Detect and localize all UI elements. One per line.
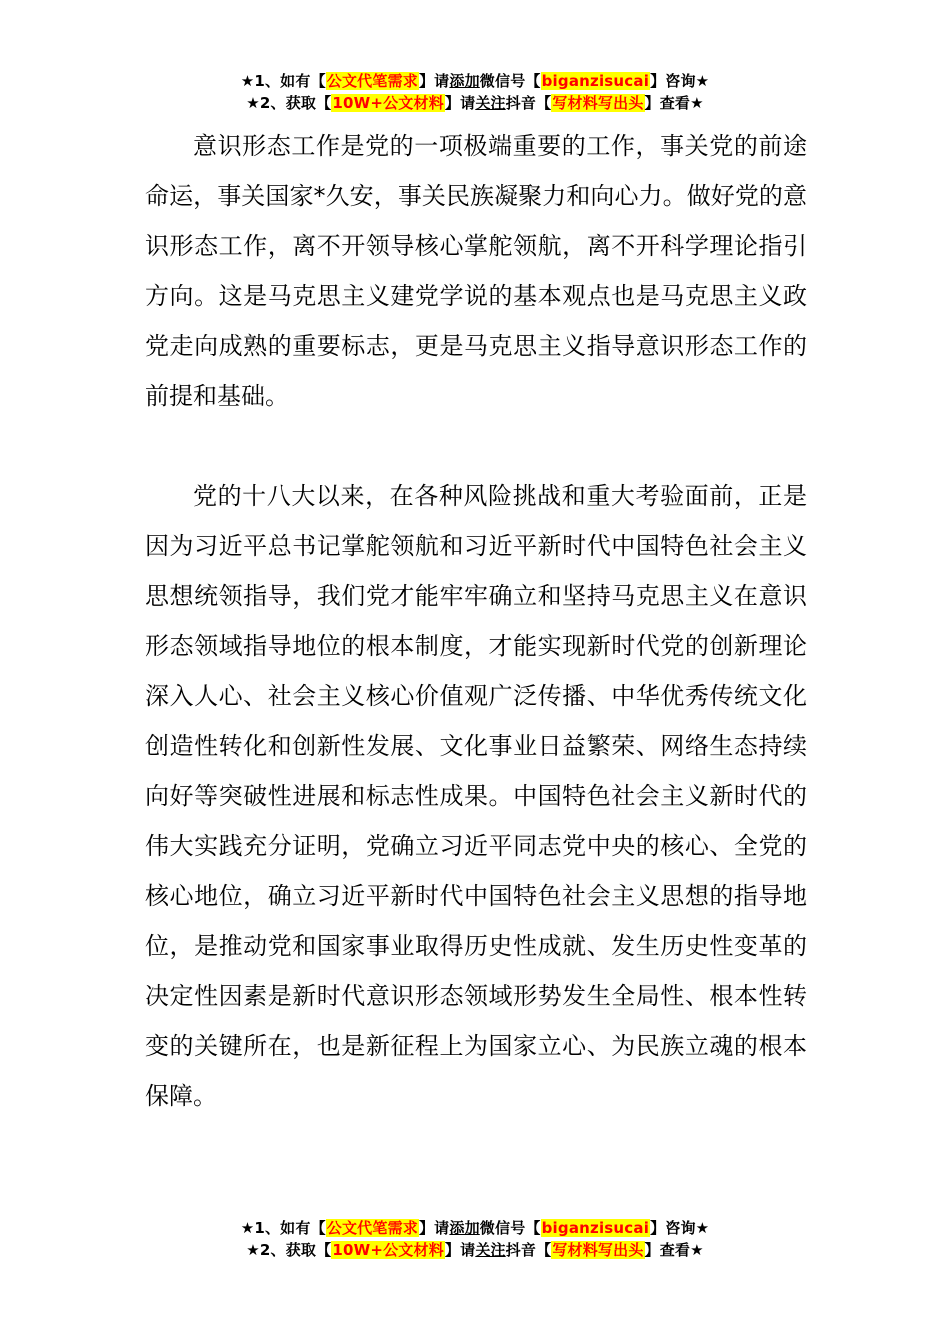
highlight-douyin-id: 写材料写出头 [552,94,644,112]
banner-line-2 [0,92,950,114]
banner-text: 】请 [418,72,450,90]
header-banner [0,70,950,114]
highlight-materials: 10W+公文材料 [332,1241,444,1259]
banner-text: ★1、如有【 [240,72,326,90]
body-paragraph-2: 党的十八大以来，在各种风险挑战和重大考验面前，正是因为习近平总书记掌舵领航和习近平新时代中国特色社会主义思想统领指导，我们党才能牢牢确立和坚持马克思主义在意识形态领域指导地位的根本制度，才能实现新时代党的创新理论深入人心、社会主义核心价值观广泛传播、中华优秀传统文化创造性转化和创新性发展、文化事业日益繁荣、网络生态持续向好等突破性进展和标志性成果。中国特色社会主义新时代的伟大实践充分证明，党确立习近平同志党中央的核心、全党的核心地位，确立习近平新时代中国特色社会主义思想的指导地位，是推动党和国家事业取得历史性成就、发生历史性变革的决定性因素是新时代意识形态领域形势发生全局性、根本性转变的关键所在，也是新征程上为国家立心、为民族立魂的根本保障。 [145,482,807,1110]
highlight-materials: 10W+公文材料 [332,94,444,112]
banner-text: 】查看★ [644,94,704,112]
banner-text: 抖音【 [505,1241,552,1259]
banner-line-1 [0,70,950,92]
highlight-douyin-id: 写材料写出头 [552,1241,644,1259]
banner-text: 】请 [444,1241,476,1259]
banner-text: 】咨询★ [650,72,710,90]
banner-text: 】请 [444,94,476,112]
banner-line-2 [0,1239,950,1261]
underlined-text: 添加 [449,72,480,90]
banner-text: ★1、如有【 [240,1219,326,1237]
underlined-text: 关注 [475,94,506,112]
footer-banner [0,1217,950,1261]
highlight-wechat-id: biganzisucai [541,72,650,90]
banner-text: 抖音【 [505,94,552,112]
body-paragraph-1: 意识形态工作是党的一项极端重要的工作，事关党的前途命运，事关国家*久安，事关民族凝聚力和向心力。做好党的意识形态工作，离不开领导核心掌舵领航，离不开科学理论指引方向。这是马克思主义建党学说的基本观点也是马克思主义政党走向成熟的重要标志，更是马克思主义指导意识形态工作的前提和基础。 [145,132,807,410]
banner-text: ★2、获取【 [246,94,332,112]
highlight-wechat-id: biganzisucai [541,1219,650,1237]
banner-text: ★2、获取【 [246,1241,332,1259]
highlight-service: 公文代笔需求 [326,1219,418,1237]
banner-text: 】咨询★ [650,1219,710,1237]
highlight-service: 公文代笔需求 [326,72,418,90]
underlined-text: 关注 [475,1241,506,1259]
banner-text: 微信号【 [479,1219,541,1237]
banner-line-1 [0,1217,950,1239]
banner-text: 】查看★ [644,1241,704,1259]
banner-text: 微信号【 [479,72,541,90]
banner-text: 】请 [418,1219,450,1237]
underlined-text: 添加 [449,1219,480,1237]
